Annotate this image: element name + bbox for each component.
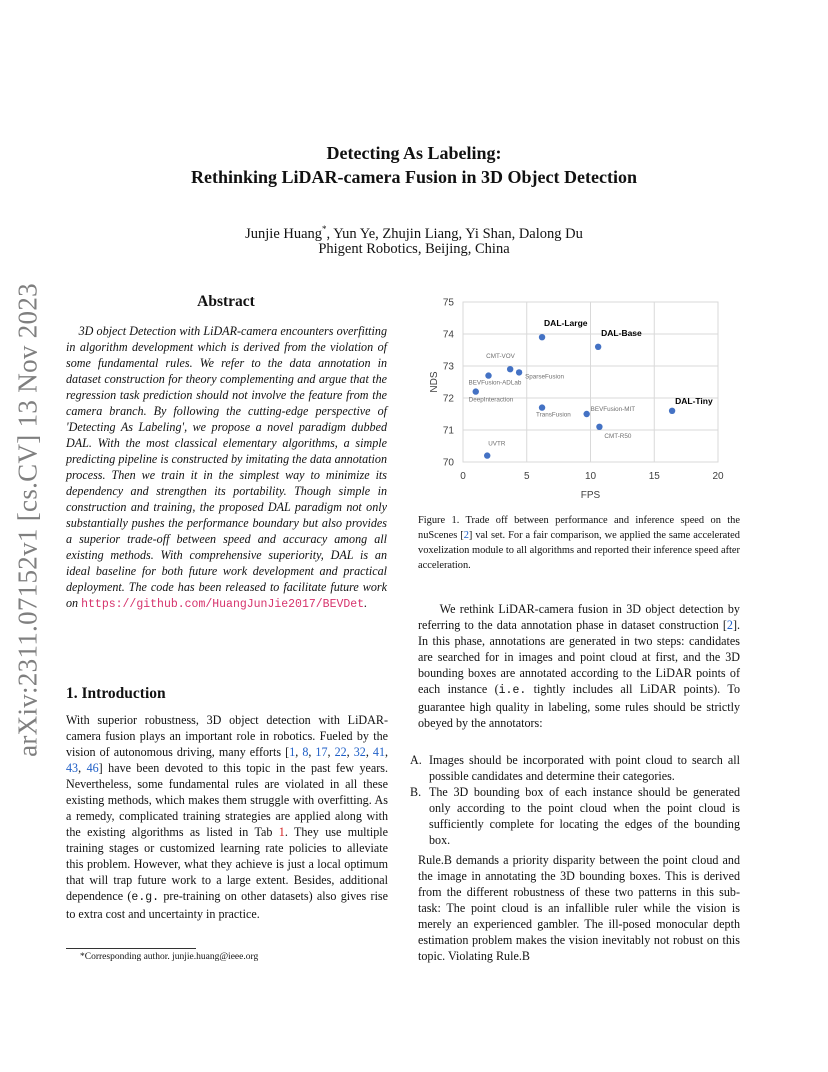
x-tick-label: 10 bbox=[584, 471, 597, 482]
point-label: CMT-R50 bbox=[604, 432, 632, 440]
github-link[interactable]: https://github.com/HuangJunJie2017/BEVDet bbox=[81, 598, 365, 611]
rule-item-a: A. Images should be incorporated with point cloud to search all possible candidates and determine their categories. bbox=[410, 753, 740, 783]
x-tick-label: 5 bbox=[523, 471, 530, 482]
citation-link[interactable]: 32 bbox=[353, 745, 366, 759]
x-tick-label: 0 bbox=[460, 471, 466, 482]
data-point bbox=[583, 411, 589, 417]
citation-link[interactable]: 43 bbox=[66, 761, 79, 775]
paper-title-line-2: Rethinking LiDAR-camera Fusion in 3D Object Detection bbox=[191, 167, 637, 187]
abstract-body: 3D object Detection with LiDAR-camera encounters overfitting in algorithm development which is derived from the violation of some fundamental rules. We refer to the data annotation in dataset construction for theory complementing and argue that the regression task prediction should not involve the feature from the camera branch. By following the cutting-edge perspective of 'Detecting As Labeling', we propose a novel paradigm dubbed DAL. With the most classical elementary algorithms, a simple predicting pipeline is constructed by imitating the data annotation process. Then we train it in the simplest way to minimize its dependency and strengthen its portability. Though simple in construction and training, the proposed DAL paradigm not only substantially pushes the performance boundary but also provides a superior trade-off between speed and accuracy among all existing methods. With comprehensive superiority, DAL is an ideal baseline for both future work development and practical deployment. The code has been released to facilitate future work on https://github.com/HuangJunJie2017/BEVDet. bbox=[66, 324, 387, 611]
data-point bbox=[485, 372, 491, 378]
citation-link[interactable]: 17 bbox=[315, 745, 328, 759]
affiliation: Phigent Robotics, Beijing, China bbox=[318, 241, 510, 257]
footnote: *Corresponding author. junjie.huang@ieee.org bbox=[80, 952, 259, 962]
eg-abbrev: e.g. bbox=[131, 891, 160, 904]
figure-1-caption: Figure 1. Trade off between performance and inference speed on the nuScenes [2] val set. For a fair comparison, we applied the same accelerated voxelization module to all algorithms and reported their inference speed after acceleration. bbox=[418, 515, 740, 571]
ie-abbrev: i.e. bbox=[498, 684, 527, 697]
citation-link[interactable]: 1 bbox=[289, 745, 296, 759]
data-point bbox=[539, 334, 545, 340]
scatter-plot bbox=[412, 290, 742, 505]
y-tick-label: 75 bbox=[442, 297, 454, 309]
abstract-heading: Abstract bbox=[197, 293, 255, 310]
point-label: DAL-Tiny bbox=[675, 395, 713, 406]
data-point bbox=[669, 408, 675, 414]
y-axis-label: NDS bbox=[429, 371, 440, 393]
point-label: CMT-VOV bbox=[486, 353, 515, 361]
y-tick-label: 74 bbox=[442, 329, 454, 341]
y-tick-label: 70 bbox=[442, 457, 454, 469]
x-axis-label: FPS bbox=[580, 490, 601, 501]
data-point bbox=[473, 388, 479, 394]
data-point bbox=[484, 452, 490, 458]
arxiv-identifier: arXiv:2311.07152v1 [cs.CV] 13 Nov 2023 bbox=[12, 283, 43, 757]
x-tick-label: 15 bbox=[648, 471, 660, 482]
footnote-rule bbox=[66, 948, 196, 949]
citation-link[interactable]: 46 bbox=[86, 761, 99, 775]
introduction-paragraph: With superior robustness, 3D object detection with LiDAR-camera fusion plays an important role in robotics. Fueled by the vision of autonomous driving, many efforts [1, 8, 17, 22, 32, 41, 43, 46] have been devoted to this topic in the past few years. Nevertheless, some fundamental rules are violated in all these existing methods, which makes them struggle with overfitting. As a remedy, complicated training strategies are applied along with the existing algorithms as listed in Tab 1. They use multiple training stages or customized learning rate policies to alleviate this problem. However, what they achieve is just a local optimum that will trap future work to a large extent. Besides, additional dependence (e.g. pre-training on other datasets) also gives rise to extra cost and uncertainty in practice. bbox=[66, 713, 389, 921]
point-label: TransFusion bbox=[536, 411, 571, 419]
figure-1-chart bbox=[412, 290, 742, 505]
section-heading-introduction: 1. Introduction bbox=[66, 685, 166, 702]
point-label: SparseFusion bbox=[525, 373, 564, 381]
point-label: DAL-Large bbox=[544, 318, 588, 329]
rule-item-b: B. The 3D bounding box of each instance should be generated only according to the point cloud when the point cloud is sufficiently complete for locating the edges of the bounding box. bbox=[410, 785, 740, 847]
citation-link[interactable]: 8 bbox=[302, 745, 309, 759]
citation-link[interactable]: 22 bbox=[334, 745, 347, 759]
citation-link[interactable]: 41 bbox=[372, 745, 385, 759]
data-point bbox=[539, 404, 545, 410]
y-tick-label: 71 bbox=[442, 425, 454, 437]
point-label: DAL-Base bbox=[601, 327, 642, 338]
data-point bbox=[507, 366, 513, 372]
right-paragraph-1: We rethink LiDAR-camera fusion in 3D object detection by referring to the data annotation phase in dataset construction [2]. In this phase, annotations are generated in two steps: candidates are searched for in images and point cloud at first, and the 3D bounding boxes are annotated according to the LiDAR points of each instance (i.e. tightly includes all LiDAR points). To guarantee high quality in labeling, some rules should be strictly obeyed by the annotators: bbox=[418, 602, 740, 730]
citation-link[interactable]: 2 bbox=[726, 618, 733, 632]
author-list: Junjie Huang*, Yun Ye, Zhujin Liang, Yi Shan, Dalong Du bbox=[245, 224, 583, 242]
y-tick-label: 72 bbox=[442, 393, 454, 405]
point-label: BEVFusion-MIT bbox=[590, 406, 636, 413]
y-tick-label: 73 bbox=[442, 361, 454, 373]
point-label: UVTR bbox=[488, 440, 506, 448]
point-label: DeepInteraction bbox=[468, 396, 514, 404]
x-tick-label: 20 bbox=[712, 471, 724, 482]
data-point bbox=[595, 344, 601, 350]
paper-title-line-1: Detecting As Labeling: bbox=[326, 143, 502, 163]
citation-link[interactable]: 2 bbox=[463, 530, 469, 541]
point-label: BEVFusion-ADLab bbox=[468, 379, 522, 387]
table-reference[interactable]: 1 bbox=[278, 825, 285, 839]
data-point bbox=[596, 424, 602, 430]
right-paragraph-2: Rule.B demands a priority disparity between the point cloud and the image in annotating the 3D bounding boxes. This is derived from the different robustness of these two patterns in this sub-task: The point cloud is an infallible ruler while the vision is merely an experienced gambler. The ill-posed monocular depth estimation problem makes the vision inevitably not robust on this topic. Violating Rule.B bbox=[418, 853, 740, 963]
data-point bbox=[516, 369, 522, 375]
